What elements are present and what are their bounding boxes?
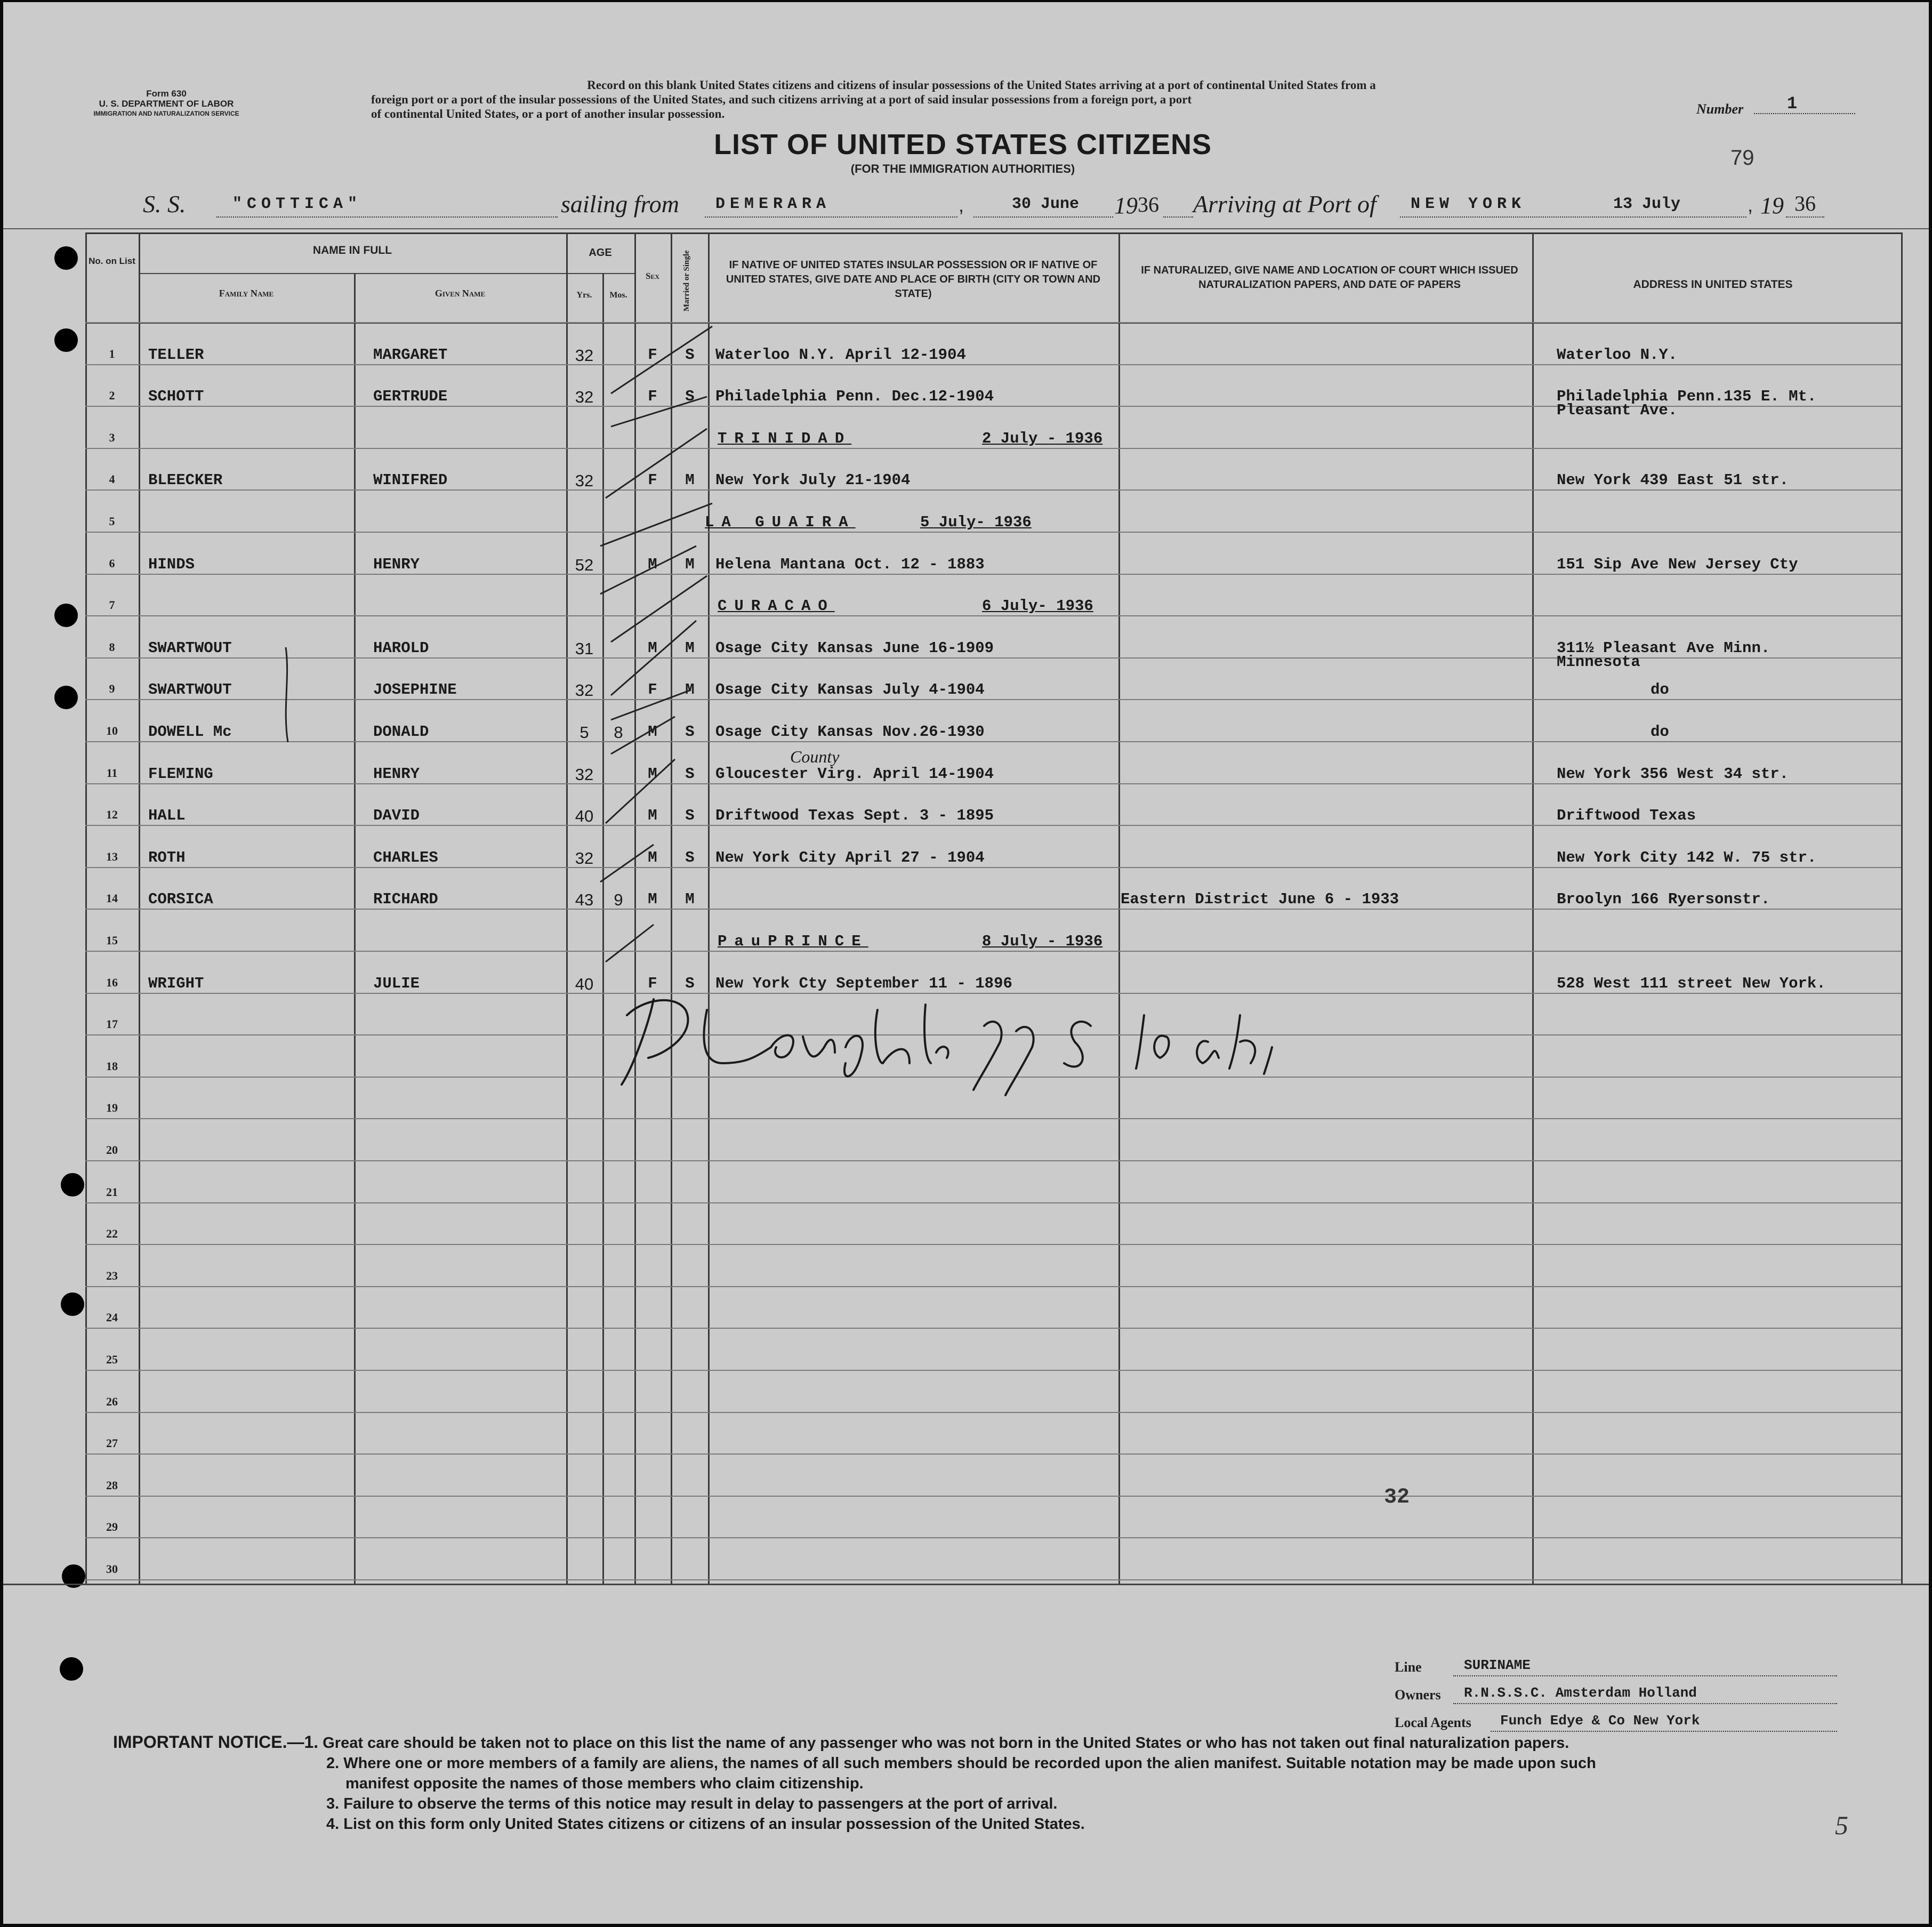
row-number: 2 [109,389,115,402]
marital-status: S [685,765,695,783]
col-header-age: AGE [589,247,612,259]
sex: F [648,471,657,489]
row-rule [85,532,1901,533]
sail-date: 30 June [1012,195,1080,213]
arrival-year-rule [1786,216,1824,218]
line-value: SURINAME [1464,1657,1531,1673]
given-name: JULIE [373,975,420,992]
sex: M [648,639,657,657]
col-header-yrs: Yrs. [576,291,592,300]
notice-item-3: 3. Failure to observe the terms of this notice may result in delay to passengers at the port of arrival. [326,1795,1058,1812]
row-rule [85,1286,1901,1287]
instructions-line-1: Record on this blank United States citizens and citizens of insular possessions of the United States arriving at a port of continental United States from a [587,78,1376,92]
row-rule [85,1454,1901,1455]
age-subheader-rule [566,273,634,274]
row-rule [85,1160,1901,1161]
sex: M [648,807,657,824]
row-rule [85,867,1901,868]
binder-hole [61,1173,84,1197]
age-years: 32 [575,471,594,490]
sex: M [648,849,657,866]
comma: , [1748,194,1753,216]
instructions [371,78,1592,121]
sex: F [648,681,657,698]
given-name: CHARLES [373,849,438,866]
table-top-rule [3,228,1929,229]
row-number: 27 [106,1436,118,1450]
row-rule [85,364,1901,365]
row-number: 14 [106,892,118,905]
col-header-name: NAME IN FULL [312,244,392,256]
binder-hole [54,686,78,709]
ship-name: "COTTICA" [232,195,363,213]
address: do [1651,723,1669,741]
row-rule [85,1537,1901,1538]
given-name: HENRY [373,556,420,573]
col-header-birth: IF NATIVE OF UNITED STATES INSULAR POSSESSION OR IF NATIVE OF UNITED STATES, GIVE DATE AND PLACE OF BIRTH (CITY OR TOWN AND STATE) [726,259,1101,300]
marital-status: M [685,890,695,908]
row-rule [85,825,1901,826]
family-name: SWARTWOUT [148,639,232,657]
age-years: 32 [575,388,594,406]
given-name: MARGARET [373,346,448,364]
column-rule [139,232,140,1584]
notice-item-1: Great care should be taken not to place on this list the name of any passenger who was not born in the United States or who has not taken out final naturalization papers. [323,1735,1569,1752]
number-label: Number [1696,101,1744,117]
row-number: 16 [106,976,118,989]
row-number: 8 [109,640,115,654]
row-number: 3 [109,431,115,444]
row-number: 1 [109,347,115,360]
row-number: 20 [106,1143,118,1157]
row-number: 5 [109,515,115,528]
marital-status: M [685,471,695,489]
row-rule [85,699,1901,700]
row-rule [85,489,1901,491]
port-date: 8 July - 1936 [982,933,1103,950]
row-rule [85,909,1901,910]
age-years: 31 [575,639,594,658]
birth-place-date: Driftwood Texas Sept. 3 - 1895 [715,807,994,824]
address: Driftwood Texas [1557,807,1696,824]
address: New York 356 West 34 str. [1557,765,1789,783]
col-header-address: ADDRESS IN UNITED STATES [1633,278,1793,291]
form-number: Form 630 [146,89,187,99]
marital-status: M [685,639,695,657]
naturalization-court: Eastern District June 6 - 1933 [1121,890,1399,908]
col-header-married: Married or Single [682,250,691,312]
ship-name-rule [216,216,558,218]
marital-status: M [685,556,695,573]
birth-place-date: Philadelphia Penn. Dec.12-1904 [715,388,994,405]
column-rule [354,273,356,1584]
given-name: DAVID [373,807,420,824]
sail-date-rule [973,216,1113,218]
given-name: GERTRUDE [373,388,448,405]
col-header-mos: Mos. [609,291,627,300]
comma: , [959,194,964,216]
arrival-port: NEW YORK [1411,195,1526,213]
row-rule [85,1412,1901,1413]
row-number: 19 [106,1101,118,1114]
marital-status: S [685,346,695,364]
row-number: 13 [106,850,118,863]
row-number: 21 [106,1185,118,1199]
family-name: HINDS [148,556,195,573]
row-rule [85,783,1901,784]
arrival-date: 13 July [1613,195,1681,213]
binder-hole [54,604,78,627]
row-number: 15 [106,934,118,947]
row-number: 25 [106,1353,118,1366]
col-header-family: Family Name [219,288,274,299]
age-years: 43 [575,890,594,909]
owners-value: R.N.S.S.C. Amsterdam Holland [1464,1685,1697,1701]
birth-place-date: Gloucester Virg. April 14-1904 [715,765,994,783]
port-header: TRINIDAD [718,430,852,447]
owners-rule [1453,1703,1837,1704]
family-name: BLEECKER [148,471,223,489]
row-number: 23 [106,1269,118,1282]
column-rule [566,232,568,1584]
age-years: 40 [575,975,594,993]
address-continued: Pleasant Ave. [1557,402,1678,419]
row-number: 18 [106,1059,118,1073]
manifest-sheet [3,2,1929,1924]
age-months: 9 [614,890,623,909]
marital-status: S [685,723,695,741]
binder-hole [61,1292,84,1316]
number-value: 1 [1787,94,1798,114]
arrival-rule [1400,216,1746,218]
address: do [1651,681,1669,698]
line-rule [1453,1675,1837,1676]
table-border-bottom [3,1584,1929,1585]
arriving-label: Arriving at Port of [1193,190,1376,218]
given-name: HAROLD [373,639,429,657]
marital-status: S [685,807,695,824]
age-years: 5 [579,723,589,742]
sex: M [648,890,657,908]
given-name: WINIFRED [373,471,448,489]
arrival-year-prefix: 19 [1760,192,1784,219]
sex: F [648,975,657,992]
row-rule [85,1118,1901,1119]
sex: F [648,346,657,364]
line-label: Line [1395,1659,1422,1675]
binder-hole [54,328,78,352]
address-continued: Minnesota [1557,653,1640,671]
row-number: 12 [106,808,118,821]
family-name: DOWELL Mc [148,723,232,741]
owners-label: Owners [1395,1687,1441,1703]
inspector-signature [611,994,1304,1101]
row-number: 22 [106,1227,118,1240]
sex: F [648,388,657,405]
birth-place-date: New York July 21-1904 [715,471,911,489]
col-header-naturalized: IF NATURALIZED, GIVE NAME AND LOCATION OF COURT WHICH ISSUED NATURALIZATION PAPERS, AND DATE OF PAPERS [1141,264,1518,291]
port-header: PauPRINCE [718,933,868,950]
port-date: 2 July - 1936 [982,430,1103,447]
column-rule [1901,232,1903,1584]
age-years: 40 [575,807,594,825]
row-number: 4 [109,472,115,486]
row-rule [85,322,1901,323]
birth-annotation: County [790,747,840,766]
service-name: IMMIGRATION AND NATURALIZATION SERVICE [93,110,239,117]
corner-mark: 5 [1835,1810,1848,1840]
row-rule [85,574,1901,575]
port-date: 6 July- 1936 [982,597,1093,615]
birth-place-date: Osage City Kansas Nov.26-1930 [715,723,985,741]
page-subtitle: (FOR THE IMMIGRATION AUTHORITIES) [850,162,1075,175]
row-rule [85,1496,1901,1497]
sail-year-rule [1163,216,1193,218]
tally-check-marks [590,322,718,994]
page-number: 79 [1730,146,1754,170]
age-years: 32 [575,849,594,868]
name-subheader-rule [139,273,566,274]
birth-place-date: New York City April 27 - 1904 [715,849,985,866]
form-id-block [70,89,262,119]
birth-place-date: Helena Mantana Oct. 12 - 1883 [715,556,985,573]
row-number: 10 [106,724,118,737]
row-number: 11 [106,766,118,780]
row-number: 7 [109,598,115,612]
col-header-given: Given Name [434,288,486,299]
instructions-line-2: foreign port or a port of the insular possessions of the United States, and such citizens arriving at a port of said insular possessions from a foreign port, a port [371,93,1192,106]
marital-status: S [685,388,695,405]
row-number: 17 [106,1017,118,1031]
row-number: 26 [106,1395,118,1408]
family-name: TELLER [148,346,204,364]
sail-year-prefix: 19 [1114,192,1138,219]
row-number: 9 [109,682,115,695]
given-name: HENRY [373,765,420,783]
row-rule [85,615,1901,616]
row-rule [85,1202,1901,1203]
age-years: 32 [575,346,594,365]
marital-status: M [685,681,695,698]
row-rule [85,1328,1901,1329]
row-number: 24 [106,1311,118,1324]
family-name: FLEMING [148,765,213,783]
address: New York City 142 W. 75 str. [1557,849,1817,866]
address: New York 439 East 51 str. [1557,471,1789,489]
important-notice [113,1732,1596,1834]
birth-place-date: Waterloo N.Y. April 12-1904 [715,346,966,364]
family-name: SCHOTT [148,388,204,405]
row-rule [85,1244,1901,1245]
notice-title: IMPORTANT NOTICE.—1. [113,1732,319,1752]
age-years: 32 [575,681,594,700]
ss-label: S. S. [143,190,186,218]
row-rule [85,448,1901,449]
given-name: DONALD [373,723,429,741]
family-name: CORSICA [148,890,213,908]
column-rule [1118,232,1120,1584]
birth-place-date: Osage City Kansas June 16-1909 [715,639,994,657]
notice-item-2b: manifest opposite the names of those members who claim citizenship. [345,1775,864,1792]
sex: M [648,723,657,741]
row-rule [85,1579,1901,1580]
family-name: SWARTWOUT [148,681,232,698]
number-rule [1754,113,1855,114]
address: 528 West 111 street New York. [1557,975,1826,992]
department-name: U. S. DEPARTMENT OF LABOR [99,99,234,109]
notice-item-4: 4. List on this form only United States citizens or citizens of an insular possession of the United States. [326,1816,1085,1833]
row-rule [85,951,1901,952]
address: Broolyn 166 Ryersonstr. [1557,890,1770,908]
table-border-top [85,232,1901,234]
binder-hole [54,246,78,270]
agents-value: Funch Edye & Co New York [1500,1713,1700,1729]
family-name: HALL [148,807,186,824]
family-name: ROTH [148,849,186,866]
sex: M [648,765,657,783]
notice-item-2a: 2. Where one or more members of a family are aliens, the names of all such members should be recorded upon the alien manifest. Suitable notation may be made upon such [326,1755,1596,1772]
port-header: LA GUAIRA [705,513,856,531]
given-name: JOSEPHINE [373,681,457,698]
sailing-label: sailing from [561,190,679,218]
address: 151 Sip Ave New Jersey Cty [1557,556,1798,573]
birth-place-date: New York Cty September 11 - 1896 [715,975,1012,992]
family-name: WRIGHT [148,975,204,992]
address: 311½ Pleasant Ave Minn. [1557,639,1770,657]
col-header-no: No. on List [88,256,135,266]
marital-status: S [685,975,695,992]
sail-year-suffix: 36 [1138,192,1159,216]
marital-status: S [685,849,695,866]
binder-hole [60,1657,83,1681]
given-name: RICHARD [373,890,438,908]
arrival-year-suffix: 36 [1794,191,1816,215]
instructions-line-3: of continental United States, or a port of another insular possession. [371,107,725,121]
port-header: CURACAO [718,597,835,615]
row-rule [85,741,1901,742]
column-rule [1532,232,1534,1584]
age-years: 32 [575,765,594,784]
age-months: 8 [614,723,623,742]
row-number: 6 [109,557,115,570]
row-rule [85,1370,1901,1371]
departure-port: DEMERARA [715,195,831,213]
row-number: 29 [106,1520,118,1533]
family-bracket [278,645,294,744]
sex: M [648,556,657,573]
address: Waterloo N.Y. [1557,346,1678,364]
row-number: 28 [106,1479,118,1492]
birth-place-date: Osage City Kansas July 4-1904 [715,681,985,698]
tally-total: 32 [1384,1486,1410,1510]
age-years: 52 [575,556,594,574]
row-number: 30 [106,1562,118,1576]
address: Philadelphia Penn.135 E. Mt. [1557,388,1817,405]
page-title: LIST OF UNITED STATES CITIZENS [714,129,1212,160]
col-header-sex: Sex [645,271,660,281]
departure-port-rule [705,216,957,218]
port-date: 5 July- 1936 [920,513,1032,531]
agents-label: Local Agents [1395,1715,1471,1730]
